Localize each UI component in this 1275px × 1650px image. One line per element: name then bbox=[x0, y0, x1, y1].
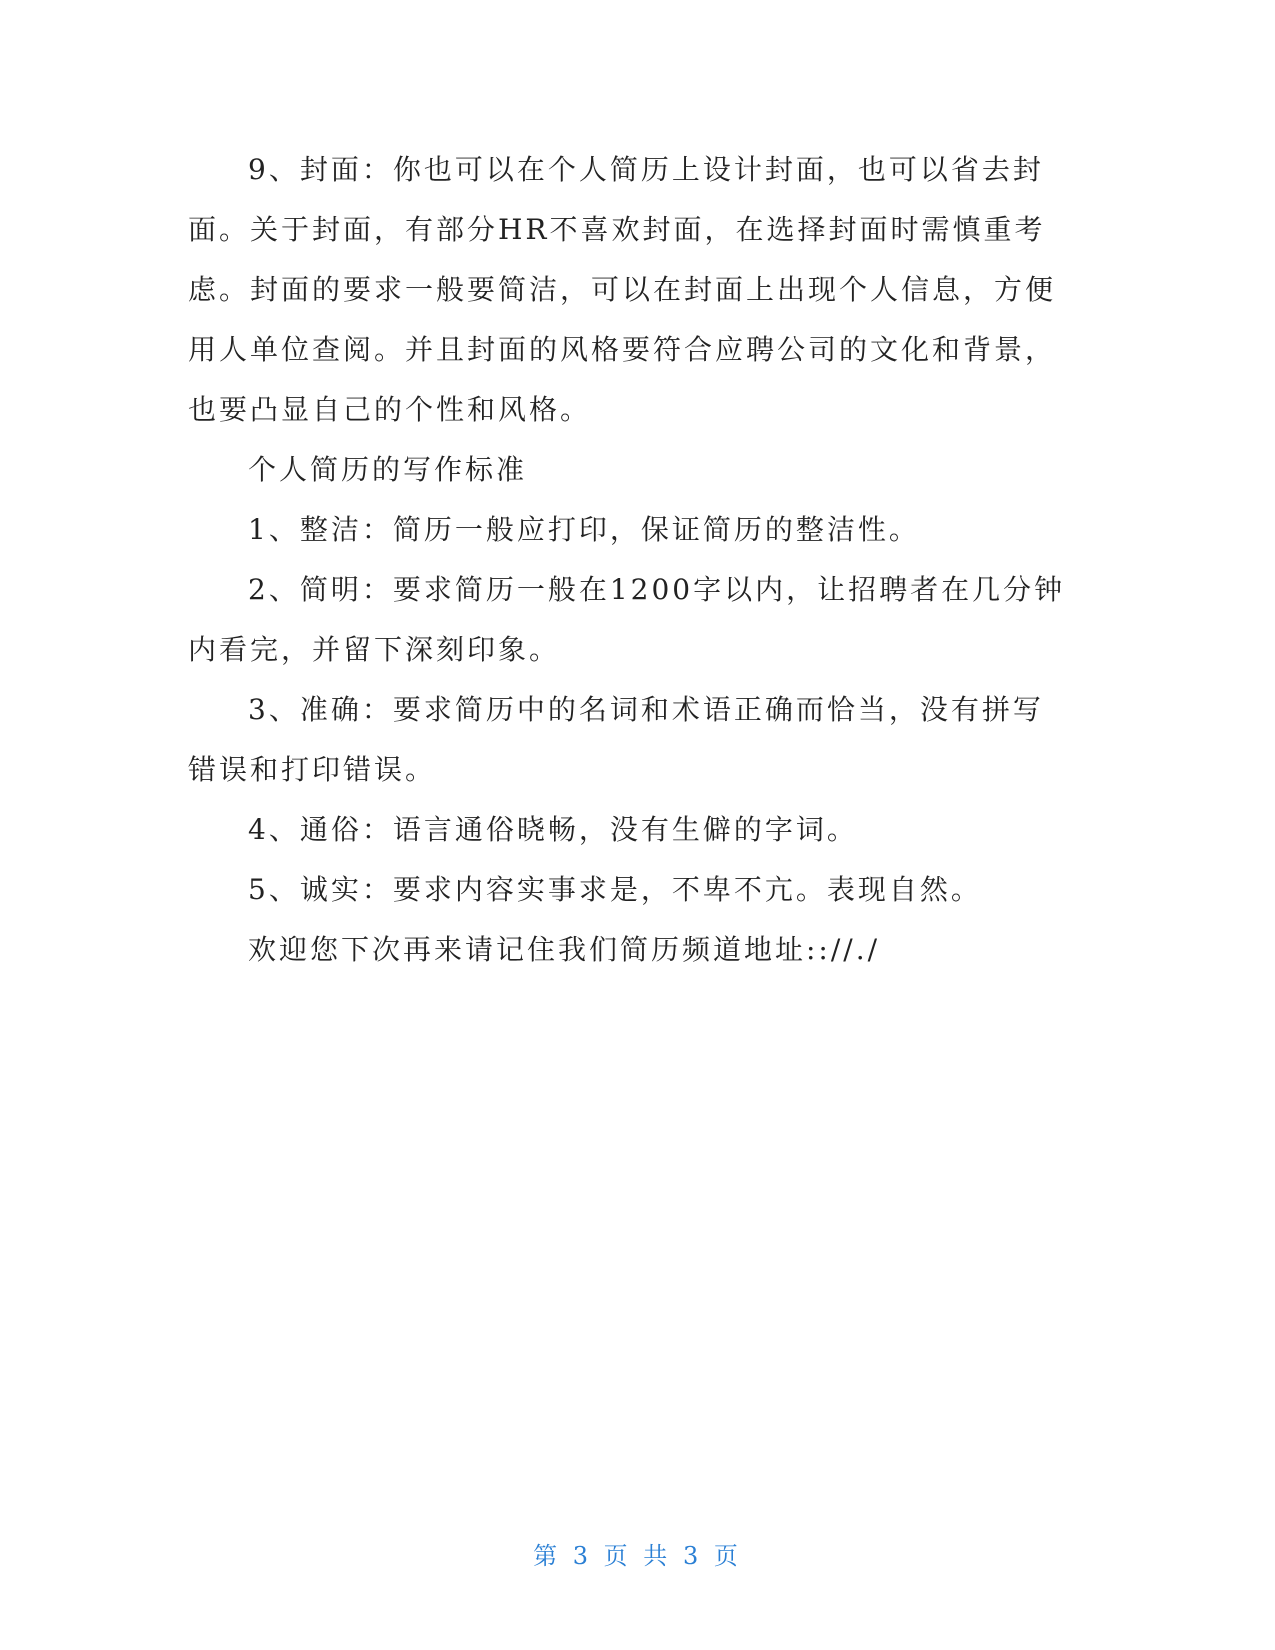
paragraph-accurate: 3、准确：要求简历中的名词和术语正确而恰当，没有拼写错误和打印错误。 bbox=[188, 693, 1044, 786]
paragraph-honest: 5、诚实：要求内容实事求是，不卑不亢。表现自然。 bbox=[248, 873, 982, 906]
section-heading-writing-standards: 个人简历的写作标准 bbox=[248, 453, 528, 486]
paragraph-plain: 4、通俗：语言通俗晓畅，没有生僻的字词。 bbox=[248, 813, 858, 846]
page-number-footer: 第 3 页 共 3 页 bbox=[533, 1542, 742, 1570]
document-body bbox=[188, 140, 1068, 980]
paragraph-concise: 2、简明：要求简历一般在1200字以内，让招聘者在几分钟内看完，并留下深刻印象。 bbox=[188, 573, 1066, 666]
paragraph-neat: 1、整洁：简历一般应打印，保证简历的整洁性。 bbox=[248, 513, 920, 546]
paragraph-closing: 欢迎您下次再来请记住我们简历频道地址:://./ bbox=[248, 933, 881, 966]
paragraph-cover: 9、封面：你也可以在个人简历上设计封面，也可以省去封面。关于封面，有部分HR不喜欢封面，在选择封面时需慎重考虑。封面的要求一般要简洁，可以在封面上出现个人信息，方便用人单位查阅。并且封面的风格要符合应聘公司的文化和背景，也要凸显自己的个性和风格。 bbox=[188, 153, 1057, 426]
